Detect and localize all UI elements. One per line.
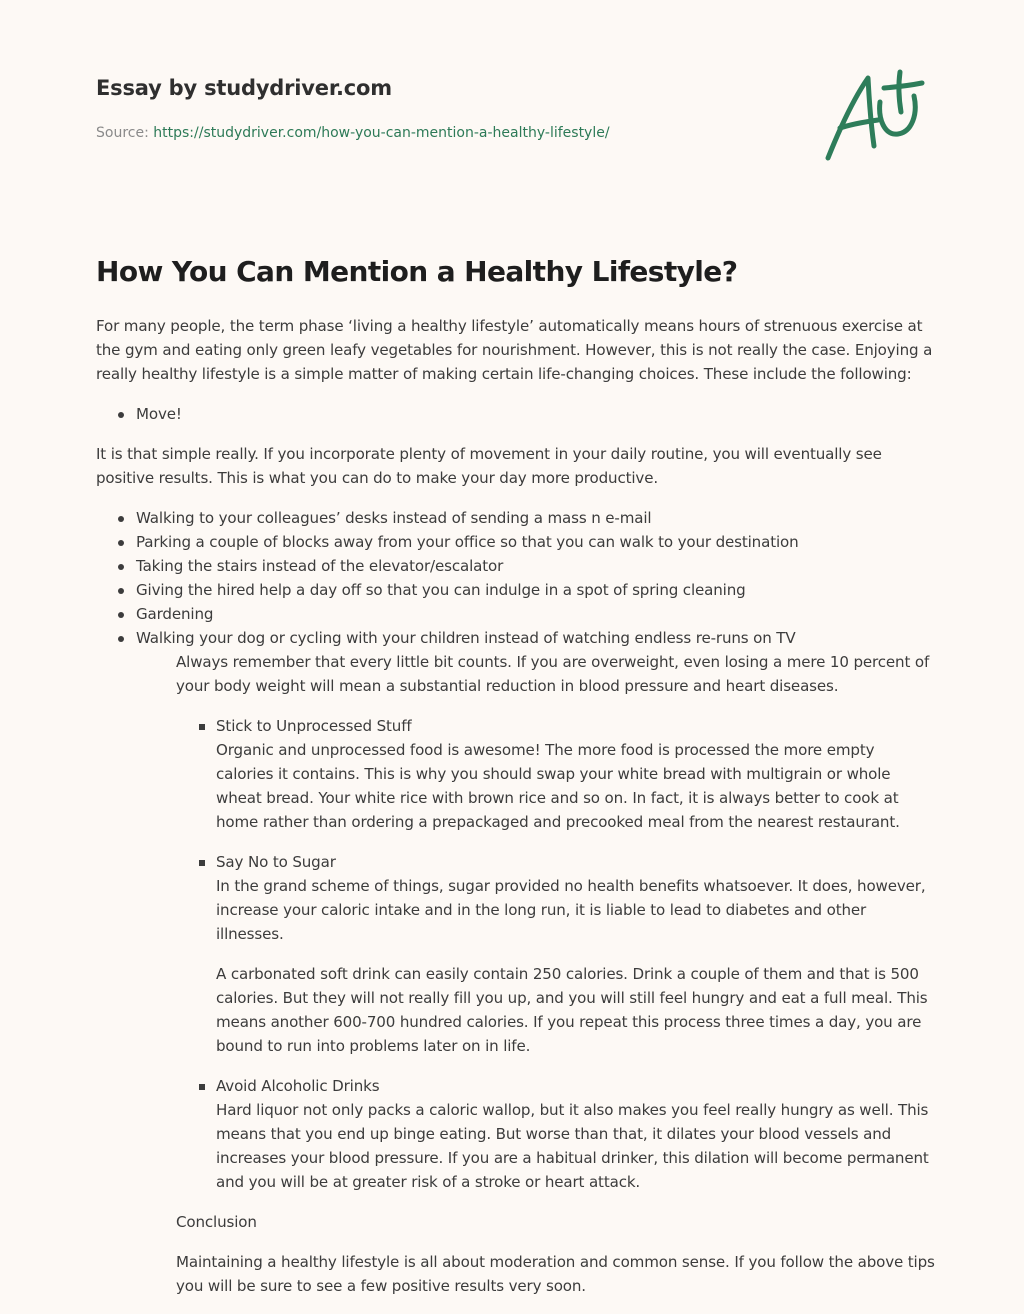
tip-title: Stick to Unprocessed Stuff — [216, 717, 412, 735]
tip-item — [176, 850, 936, 1058]
essay-body — [96, 314, 936, 1314]
tip-title: Avoid Alcoholic Drinks — [216, 1077, 380, 1095]
source-link[interactable]: https://studydriver.com/how-you-can-mention-a-healthy-lifestyle/ — [153, 125, 610, 141]
intro-paragraph: For many people, the term phase ‘living a healthy lifestyle’ automatically means hours of strenuous exercise at the gym and eating only green leafy vegetables for nourishment. However, this is not really the case. Enjoying a really healthy lifestyle is a simple matter of making certain life-changing choices. These include the following: — [96, 317, 933, 383]
tip-text: Organic and unprocessed food is awesome! The more food is processed the more empty calories it contains. This is why you should swap your white bread with multigrain or whole wheat bread. Your white rice with brown rice and so on. In fact, it is always better to cook at home rather than ordering a prepackaged and precooked meal from the nearest restaurant. — [216, 741, 900, 831]
move-paragraph: It is that simple really. If you incorporate plenty of movement in your daily routine, you will eventually see positive results. This is what you can do to make your day more productive. — [96, 445, 882, 487]
tip-item — [176, 1074, 936, 1194]
source-label: Source: — [96, 125, 149, 141]
source-line — [96, 125, 610, 141]
a-plus-logo-icon — [818, 66, 928, 166]
tip-text: Hard liquor not only packs a caloric wallop, but it also makes you feel really hungry as well. This means that you end up binge eating. But worse than that, it dilates your blood vessels and increases your blood pressure. If you are a habitual drinker, this dilation will become permanent and you will be at greater risk of a stroke or heart attack. — [216, 1101, 929, 1191]
list-item: Parking a couple of blocks away from your office so that you can walk to your destination — [96, 530, 936, 554]
list-item: Taking the stairs instead of the elevator/escalator — [96, 554, 936, 578]
tips-list — [176, 714, 936, 1194]
activities-list — [96, 506, 936, 650]
first-list — [96, 402, 936, 426]
tip-item — [176, 714, 936, 834]
list-item: Move! — [96, 402, 936, 426]
tip-title: Say No to Sugar — [216, 853, 336, 871]
tip-text: In the grand scheme of things, sugar provided no health benefits whatsoever. It does, however, increase your caloric intake and in the long run, it is liable to lead to diabetes and other illnesses. — [216, 877, 926, 943]
list-item: Walking your dog or cycling with your children instead of watching endless re-runs on TV — [96, 626, 936, 650]
document-title: How You Can Mention a Healthy Lifestyle? — [96, 255, 738, 288]
list-item: Gardening — [96, 602, 936, 626]
tip-extra-text: A carbonated soft drink can easily contain 250 calories. Drink a couple of them and that is 500 calories. But they will not really fill you up, and you will still feel hungry and eat a full meal. This means another 600-700 hundred calories. If you repeat this process three times a day, you are bound to run into problems later on in life. — [216, 965, 928, 1055]
conclusion-heading: Conclusion — [176, 1213, 257, 1231]
list-item: Walking to your colleagues’ desks instead of sending a mass n e-mail — [96, 506, 936, 530]
site-title: Essay by studydriver.com — [96, 76, 392, 100]
remember-paragraph: Always remember that every little bit counts. If you are overweight, even losing a mere 10 percent of your body weight will mean a substantial reduction in blood pressure and heart diseases. — [176, 653, 930, 695]
list-item: Giving the hired help a day off so that you can indulge in a spot of spring cleaning — [96, 578, 936, 602]
conclusion-paragraph: Maintaining a healthy lifestyle is all about moderation and common sense. If you follow the above tips you will be sure to see a few positive results very soon. — [176, 1253, 935, 1295]
